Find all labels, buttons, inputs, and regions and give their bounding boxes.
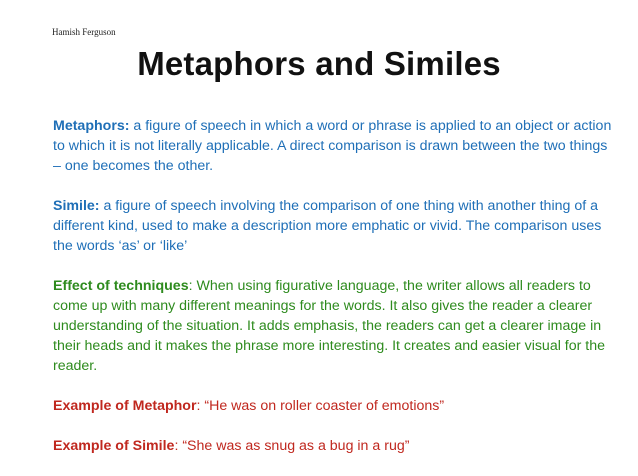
simile-example-text: : “She was as snug as a bug in a rug”	[174, 438, 410, 454]
metaphor-text: a figure of speech in which a word or phrase is applied to an object or action to which it is not literally applicable. A direct comparison is drawn between the two things – one becomes the other.	[53, 118, 612, 174]
simile-text: a figure of speech involving the comparison of one thing with another thing of a different kind, used to make a description more emphatic or vivid. The comparison uses the words ‘as’ or ‘like’	[53, 198, 602, 254]
metaphor-example-term: Example of Metaphor	[53, 398, 197, 414]
author-name: Hamish Ferguson	[52, 27, 116, 37]
simile-example	[53, 436, 613, 456]
effect-of-techniques	[53, 276, 613, 376]
simile-definition	[53, 196, 613, 256]
metaphor-definition	[53, 116, 613, 176]
document-body	[53, 116, 613, 476]
effect-text: : When using figurative language, the writer allows all readers to come up with many different meanings for the words. It also gives the reader a clearer understanding of the situation. It adds emphasis, the readers can get a clearer image in their heads and it makes the phrase more interesting. It creates and easier visual for the reader.	[53, 278, 606, 374]
simile-term: Simile:	[53, 198, 100, 214]
metaphor-example-text: : “He was on roller coaster of emotions”	[196, 398, 445, 414]
effect-term: Effect of techniques	[53, 278, 189, 294]
simile-example-term: Example of Simile	[53, 438, 175, 454]
metaphor-example	[53, 396, 613, 416]
metaphor-term: Metaphors:	[53, 118, 130, 134]
page-title: Metaphors and Similes	[137, 45, 501, 82]
